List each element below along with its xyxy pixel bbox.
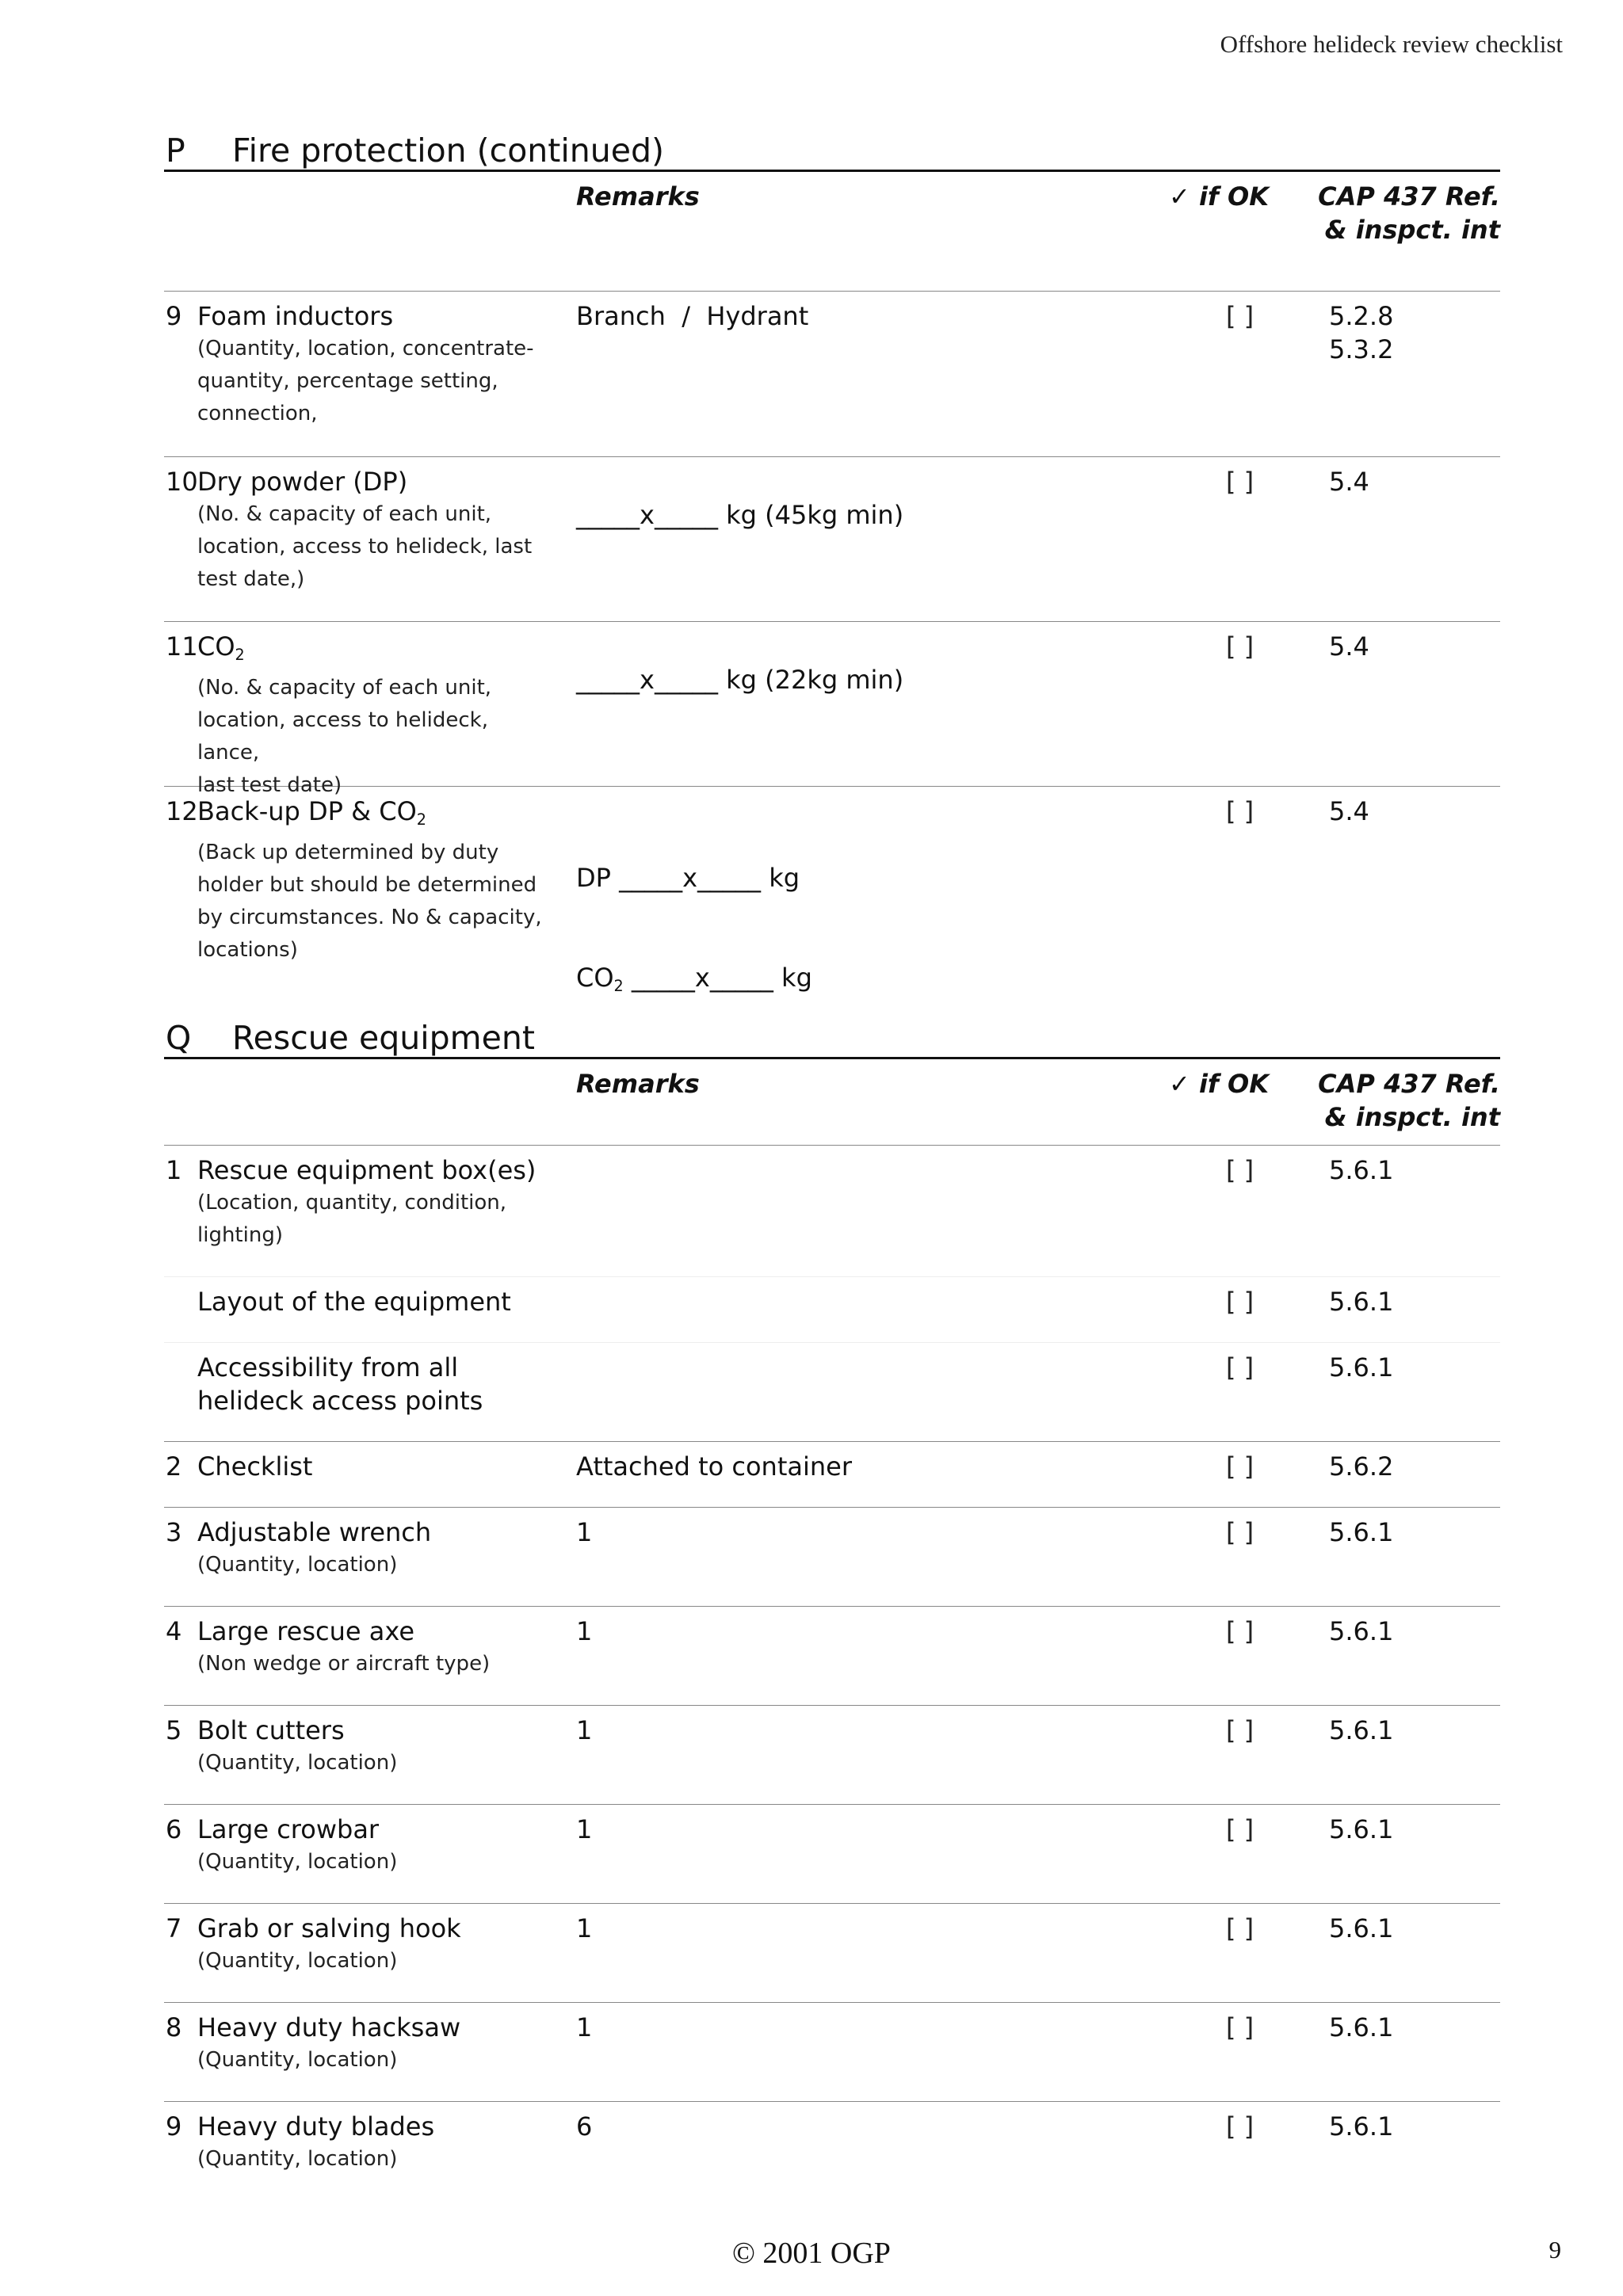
cap-reference: 5.6.1 bbox=[1329, 2012, 1394, 2042]
reference-value: 5.4 bbox=[1329, 631, 1369, 662]
item-title: Bolt cutters bbox=[197, 1715, 345, 1745]
ok-checkbox[interactable]: [ ] bbox=[1226, 1451, 1254, 1482]
item-remarks: 6 bbox=[576, 2111, 593, 2142]
ok-checkbox[interactable]: [ ] bbox=[1226, 1715, 1254, 1745]
item-remarks: _____x_____ kg (45kg min) bbox=[576, 500, 904, 530]
item-description: (Quantity, location) bbox=[197, 1850, 398, 1874]
item-title: Rescue equipment box(es) bbox=[197, 1155, 537, 1185]
remarks-column-label: Remarks bbox=[576, 181, 700, 212]
section-title: Fire protection (continued) bbox=[232, 132, 664, 170]
item-number: 2 bbox=[166, 1451, 182, 1482]
reference-label-line2: & inspct. int bbox=[1324, 215, 1500, 245]
item-number: 11 bbox=[166, 631, 198, 662]
checklist-row bbox=[164, 1442, 1500, 1508]
cap-reference: 5.6.1 bbox=[1329, 1715, 1394, 1745]
checklist-row bbox=[164, 1146, 1500, 1277]
ok-checkbox[interactable]: [ ] bbox=[1226, 631, 1254, 662]
item-number: 4 bbox=[166, 1616, 182, 1646]
item-title: Large rescue axe bbox=[197, 1616, 414, 1646]
item-description: (Quantity, location) bbox=[197, 1949, 398, 1973]
item-description: (Quantity, location, concentrate- quantity, percentage setting, connection, bbox=[197, 337, 534, 425]
reference-value-2: 5.3.2 bbox=[1329, 334, 1394, 364]
item-description: (Quantity, location) bbox=[197, 2048, 398, 2072]
ok-checkbox[interactable]: [ ] bbox=[1226, 1616, 1254, 1646]
copyright-footer: © 2001 OGP bbox=[732, 2237, 891, 2270]
item-title: Large crowbar bbox=[197, 1814, 380, 1844]
item-remarks: _____x_____ kg (22kg min) bbox=[576, 665, 904, 695]
cap-reference: 5.6.1 bbox=[1329, 1517, 1394, 1547]
cap-reference bbox=[1329, 299, 1393, 366]
item-remarks: 1 bbox=[576, 1616, 593, 1646]
item-title bbox=[197, 630, 546, 672]
cap-reference: 5.6.1 bbox=[1329, 1913, 1394, 1943]
item-number: 9 bbox=[166, 301, 182, 331]
running-header: Offshore helideck review checklist bbox=[1220, 30, 1563, 58]
item-description: (Non wedge or aircraft type) bbox=[197, 1652, 491, 1676]
item-remarks: 1 bbox=[576, 1517, 593, 1547]
item-number: 5 bbox=[166, 1715, 182, 1745]
item-number: 1 bbox=[166, 1155, 182, 1185]
remarks-line-dp: DP _____x_____ kg bbox=[576, 863, 800, 893]
item-number: 7 bbox=[166, 1913, 182, 1943]
ok-checkbox[interactable]: [ ] bbox=[1226, 1155, 1254, 1185]
item-title: Heavy duty hacksaw bbox=[197, 2012, 461, 2042]
reference-column-label bbox=[1305, 180, 1500, 246]
item-number: 8 bbox=[166, 2012, 182, 2042]
item-number: 3 bbox=[166, 1517, 182, 1547]
ok-checkbox[interactable]: [ ] bbox=[1226, 1287, 1254, 1317]
checklist-row bbox=[164, 787, 1500, 995]
checklist-row bbox=[164, 1277, 1500, 1343]
cap-reference bbox=[1329, 465, 1369, 498]
item-title: Accessibility from all helideck access points bbox=[197, 1352, 483, 1416]
item-description: (Quantity, location) bbox=[197, 1553, 398, 1577]
remarks-line-co2 bbox=[576, 961, 812, 1003]
subscript: 2 bbox=[613, 976, 624, 995]
ok-checkbox[interactable]: [ ] bbox=[1226, 1352, 1254, 1383]
ok-checkbox[interactable]: [ ] bbox=[1226, 1814, 1254, 1844]
checklist-row bbox=[164, 1706, 1500, 1805]
item-title: Checklist bbox=[197, 1451, 313, 1482]
remarks-column-label: Remarks bbox=[576, 1069, 700, 1099]
column-header bbox=[164, 1059, 1500, 1146]
checklist-row bbox=[164, 1343, 1500, 1442]
item-title: Grab or salving hook bbox=[197, 1913, 461, 1943]
item-remarks: 1 bbox=[576, 2012, 593, 2042]
item-number: 10 bbox=[166, 467, 198, 497]
item-remarks: 1 bbox=[576, 1814, 593, 1844]
subscript: 2 bbox=[416, 810, 426, 829]
checklist-row bbox=[164, 622, 1500, 797]
item-title: Adjustable wrench bbox=[197, 1517, 432, 1547]
section-letter: P bbox=[166, 132, 185, 170]
column-header bbox=[164, 172, 1500, 292]
section-letter: Q bbox=[166, 1019, 192, 1057]
checklist-row bbox=[164, 457, 1500, 622]
section-heading bbox=[164, 125, 1500, 172]
checklist-row bbox=[164, 2003, 1500, 2102]
checklist-row bbox=[164, 1508, 1500, 1607]
item-title-text: Back-up DP & CO bbox=[197, 796, 417, 826]
item-description: (Location, quantity, condition, lighting) bbox=[197, 1191, 507, 1247]
item-title: Heavy duty blades bbox=[197, 2111, 435, 2142]
section-rescue-equipment bbox=[164, 1013, 1500, 2181]
reference-label-line1: CAP 437 Ref. bbox=[1318, 1069, 1500, 1099]
ok-checkbox[interactable]: [ ] bbox=[1226, 796, 1254, 826]
cap-reference: 5.6.1 bbox=[1329, 1155, 1394, 1185]
cap-reference: 5.6.1 bbox=[1329, 1352, 1394, 1383]
ok-checkbox[interactable]: [ ] bbox=[1226, 2111, 1254, 2142]
ok-checkbox[interactable]: [ ] bbox=[1226, 2012, 1254, 2042]
remarks-text: _____x_____ kg bbox=[623, 963, 812, 993]
ok-checkbox[interactable]: [ ] bbox=[1226, 467, 1254, 497]
reference-label-line2: & inspct. int bbox=[1324, 1102, 1500, 1132]
cap-reference: 5.6.1 bbox=[1329, 2111, 1394, 2142]
section-fire-protection bbox=[164, 125, 1500, 995]
ok-checkbox[interactable]: [ ] bbox=[1226, 301, 1254, 331]
item-title-text: CO bbox=[197, 631, 235, 662]
item-remarks: 1 bbox=[576, 1715, 593, 1745]
cap-reference bbox=[1329, 630, 1369, 663]
cap-reference: 5.6.2 bbox=[1329, 1451, 1394, 1482]
item-number: 12 bbox=[166, 796, 198, 826]
item-remarks: Attached to container bbox=[576, 1451, 852, 1482]
reference-value: 5.2.8 bbox=[1329, 301, 1394, 331]
item-number: 6 bbox=[166, 1814, 182, 1844]
ok-checkbox[interactable]: [ ] bbox=[1226, 1517, 1254, 1547]
reference-label-line1: CAP 437 Ref. bbox=[1318, 181, 1500, 212]
reference-value: 5.4 bbox=[1329, 796, 1369, 826]
checklist-row bbox=[164, 292, 1500, 457]
item-description: (Quantity, location) bbox=[197, 1751, 398, 1775]
ok-checkbox[interactable]: [ ] bbox=[1226, 1913, 1254, 1943]
cap-reference: 5.6.1 bbox=[1329, 1287, 1394, 1317]
checklist-row bbox=[164, 1607, 1500, 1706]
ok-column-label: ✓ if OK bbox=[1169, 1069, 1269, 1099]
cap-reference: 5.6.1 bbox=[1329, 1616, 1394, 1646]
item-title: Dry powder (DP) bbox=[197, 467, 408, 497]
item-title bbox=[197, 795, 546, 837]
cap-reference: 5.6.1 bbox=[1329, 1814, 1394, 1844]
remarks-text: CO bbox=[576, 963, 614, 993]
cap-reference bbox=[1329, 795, 1369, 828]
item-number: 9 bbox=[166, 2111, 182, 2142]
subscript: 2 bbox=[235, 645, 245, 664]
checklist-row bbox=[164, 1805, 1500, 1904]
checklist-row bbox=[164, 1904, 1500, 2003]
reference-value: 5.4 bbox=[1329, 467, 1369, 497]
item-title: Foam inductors bbox=[197, 301, 394, 331]
ok-column-label: ✓ if OK bbox=[1169, 181, 1269, 212]
reference-column-label bbox=[1305, 1067, 1500, 1134]
section-heading bbox=[164, 1013, 1500, 1059]
item-description: (Quantity, location) bbox=[197, 2147, 398, 2171]
item-title: Layout of the equipment bbox=[197, 1287, 511, 1317]
page-number: 9 bbox=[1549, 2236, 1561, 2264]
item-description: (No. & capacity of each unit, location, access to helideck, last test date,) bbox=[197, 502, 533, 591]
item-description: (Back up determined by duty holder but should be determined by circumstances. No & capacity, locations) bbox=[197, 840, 542, 962]
item-remarks: 1 bbox=[576, 1913, 593, 1943]
checklist-row bbox=[164, 2102, 1500, 2181]
item-remarks: Branch / Hydrant bbox=[576, 301, 809, 331]
item-description: (No. & capacity of each unit, location, access to helideck, lance, last test date) bbox=[197, 675, 492, 797]
section-title: Rescue equipment bbox=[232, 1019, 535, 1057]
